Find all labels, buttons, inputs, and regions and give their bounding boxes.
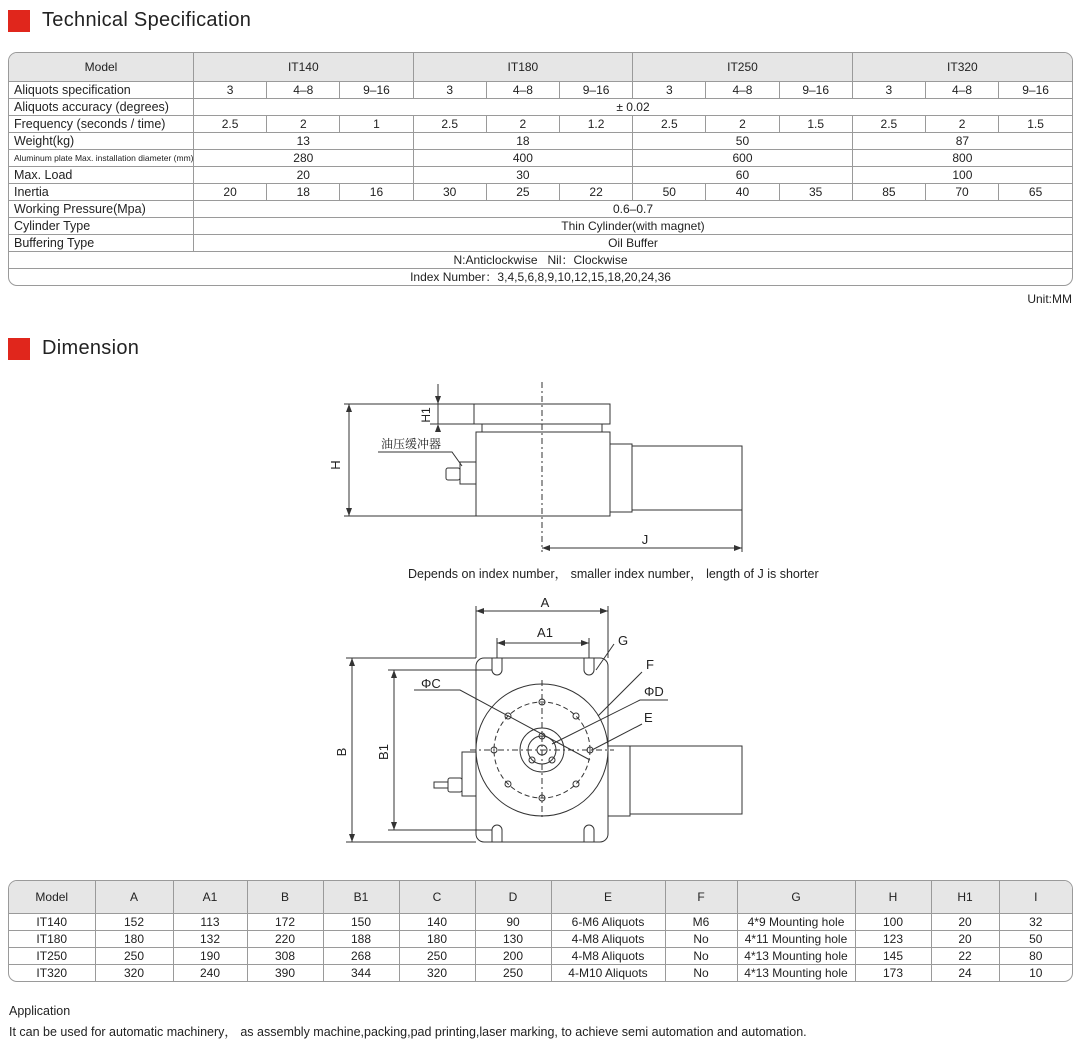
side-cylinder-body — [632, 446, 742, 510]
spec-cell: 1.2 — [559, 116, 632, 133]
arrow-icon — [346, 508, 352, 516]
spec-cell: 85 — [852, 184, 925, 201]
dim-cell: 180 — [95, 931, 173, 948]
label-b1: B1 — [376, 744, 391, 760]
dim-header-row — [9, 881, 1072, 914]
dim-cell: IT250 — [9, 948, 95, 965]
table-row — [9, 931, 1072, 948]
dim-cell: 172 — [247, 914, 323, 931]
dim-header: C — [399, 881, 475, 914]
label-f: F — [646, 657, 654, 672]
dim-cell: 268 — [323, 948, 399, 965]
dim-cell: 4*13 Mounting hole — [737, 965, 855, 982]
spec-cell: 2 — [486, 116, 559, 133]
dim-cell: 250 — [399, 948, 475, 965]
mount-slot — [492, 658, 502, 675]
spec-cell: 9–16 — [779, 82, 852, 99]
arrow-icon — [497, 640, 505, 646]
spec-cell: 60 — [633, 167, 853, 184]
dim-cell: 90 — [475, 914, 551, 931]
dim-cell: 180 — [399, 931, 475, 948]
dim-cell: 4-M8 Aliquots — [551, 931, 665, 948]
mount-slot — [584, 658, 594, 675]
spec-cell: 22 — [559, 184, 632, 201]
spec-cell: 600 — [633, 150, 853, 167]
spec-cell: 30 — [413, 167, 633, 184]
spec-cell: 4–8 — [925, 82, 998, 99]
spec-label: Aliquots specification — [9, 82, 194, 99]
arrow-icon — [349, 834, 355, 842]
dim-header: H — [855, 881, 931, 914]
dim-cell: 4*13 Mounting hole — [737, 948, 855, 965]
dim-header: E — [551, 881, 665, 914]
label-a: A — [540, 595, 550, 610]
spec-cell: 3 — [194, 82, 267, 99]
dim-header: I — [999, 881, 1072, 914]
spec-cell: 800 — [852, 150, 1072, 167]
dim-cell: 100 — [855, 914, 931, 931]
top-cylinder-flange — [608, 746, 630, 816]
spec-label: Cylinder Type — [9, 218, 194, 235]
dim-cell: 173 — [855, 965, 931, 982]
spec-cell: 35 — [779, 184, 852, 201]
dim-cell: No — [665, 931, 737, 948]
arrow-icon — [734, 545, 742, 551]
dim-cell: 250 — [95, 948, 173, 965]
top-view-drawing — [346, 606, 742, 842]
spec-label: Frequency (seconds / time) — [9, 116, 194, 133]
dim-cell: 152 — [95, 914, 173, 931]
spec-label: Buffering Type — [9, 235, 194, 252]
arrow-icon — [600, 608, 608, 614]
f-leader — [598, 672, 642, 716]
table-row — [9, 914, 1072, 931]
spec-cell: 2 — [267, 116, 340, 133]
dim-cell: M6 — [665, 914, 737, 931]
label-e: E — [644, 710, 653, 725]
spec-cell: 40 — [706, 184, 779, 201]
spec-cell: 30 — [413, 184, 486, 201]
dim-cell: 220 — [247, 931, 323, 948]
dim-header: B1 — [323, 881, 399, 914]
spec-header-model: Model — [9, 53, 194, 82]
spec-cell: 400 — [413, 150, 633, 167]
spec-cell: 0.6–0.7 — [194, 201, 1073, 218]
spec-label: Aluminum plate Max. installation diameter (mm) — [9, 150, 194, 167]
dim-cell: 145 — [855, 948, 931, 965]
dim-cell: 123 — [855, 931, 931, 948]
side-cylinder-flange — [610, 444, 632, 512]
label-j: J — [641, 532, 649, 547]
side-buffer-tip — [446, 468, 460, 480]
arrow-icon — [435, 424, 441, 432]
spec-cell: 4–8 — [706, 82, 779, 99]
arrow-icon — [435, 396, 441, 404]
arrow-icon — [346, 404, 352, 412]
side-arrows — [346, 396, 742, 551]
spec-cell: 4–8 — [486, 82, 559, 99]
spec-cell: 3 — [633, 82, 706, 99]
spec-cell: 50 — [633, 133, 853, 150]
spec-header-it320: IT320 — [852, 53, 1072, 82]
bolt-hole — [573, 781, 579, 787]
application-title: Application — [9, 1004, 71, 1018]
arrow-icon — [391, 822, 397, 830]
arrow-icon — [581, 640, 589, 646]
spec-cell: 87 — [852, 133, 1072, 150]
table-row — [9, 965, 1072, 982]
spec-cell: ± 0.02 — [194, 99, 1073, 116]
spec-label: Working Pressure(Mpa) — [9, 201, 194, 218]
dim-cell: 32 — [999, 914, 1072, 931]
spec-label: Aliquots accuracy (degrees) — [9, 99, 194, 116]
spec-cell: 2.5 — [194, 116, 267, 133]
label-h: H — [328, 460, 343, 470]
label-a1: A1 — [537, 625, 553, 640]
spec-label: Max. Load — [9, 167, 194, 184]
dim-cell: 140 — [399, 914, 475, 931]
dim-cell: 130 — [475, 931, 551, 948]
dim-cell: 20 — [931, 931, 999, 948]
dim-cell: 4-M10 Aliquots — [551, 965, 665, 982]
spec-cell: 2.5 — [852, 116, 925, 133]
dim-cell: 20 — [931, 914, 999, 931]
label-h1: H1 — [419, 407, 433, 423]
dim-cell: 308 — [247, 948, 323, 965]
top-buffer-body — [462, 752, 476, 796]
spec-direction: N:Anticlockwise Nil：Clockwise — [9, 252, 1072, 269]
dim-cell: 200 — [475, 948, 551, 965]
spec-cell: 9–16 — [559, 82, 632, 99]
top-buffer-rod — [434, 782, 448, 788]
dim-cell: No — [665, 965, 737, 982]
dim-cell: 113 — [173, 914, 247, 931]
dim-cell: IT180 — [9, 931, 95, 948]
spec-cell: 2 — [706, 116, 779, 133]
spec-header-it250: IT250 — [633, 53, 853, 82]
dim-cell: 22 — [931, 948, 999, 965]
unit-label: Unit:MM — [1027, 292, 1072, 306]
spec-header-it180: IT180 — [413, 53, 633, 82]
spec-label: Inertia — [9, 184, 194, 201]
spec-cell: 50 — [633, 184, 706, 201]
dim-table-frame — [8, 880, 1073, 982]
dim-cell: 50 — [999, 931, 1072, 948]
g-leader — [596, 644, 614, 670]
buffer-leader — [378, 452, 462, 466]
arrow-icon — [349, 658, 355, 666]
spec-cell: 20 — [194, 184, 267, 201]
dim-cell: 320 — [95, 965, 173, 982]
spec-cell: Thin Cylinder(with magnet) — [194, 218, 1073, 235]
spec-cell: 2.5 — [633, 116, 706, 133]
arrow-icon — [391, 670, 397, 678]
arrow-icon — [476, 608, 484, 614]
dim-cell: 344 — [323, 965, 399, 982]
mount-slot — [584, 825, 594, 842]
dim-cell: No — [665, 948, 737, 965]
dimension-title: Dimension — [42, 337, 140, 359]
spec-cell: 1 — [340, 116, 413, 133]
label-g: G — [618, 633, 629, 648]
dim-cell: 188 — [323, 931, 399, 948]
dim-cell: 150 — [323, 914, 399, 931]
spec-cell: 3 — [852, 82, 925, 99]
spec-cell: 65 — [999, 184, 1072, 201]
label-oil-buffer: 油压缓冲器 — [381, 437, 442, 451]
side-view-drawing — [344, 382, 742, 552]
spec-cell: 1.5 — [779, 116, 852, 133]
arrow-icon — [542, 545, 550, 551]
dim-header: B — [247, 881, 323, 914]
table-row — [9, 948, 1072, 965]
spec-cell: 20 — [194, 167, 414, 184]
dim-header: F — [665, 881, 737, 914]
dim-cell: 4*11 Mounting hole — [737, 931, 855, 948]
dim-cell: 240 — [173, 965, 247, 982]
spec-cell: 2 — [925, 116, 998, 133]
top-buffer-tip — [448, 778, 462, 792]
spec-cell: 25 — [486, 184, 559, 201]
spec-cell: 9–16 — [340, 82, 413, 99]
spec-cell: 2.5 — [413, 116, 486, 133]
spec-cell: 18 — [267, 184, 340, 201]
dim-cell: IT320 — [9, 965, 95, 982]
spec-header-it140: IT140 — [194, 53, 414, 82]
spec-label: Weight(kg) — [9, 133, 194, 150]
dim-header: A — [95, 881, 173, 914]
dim-cell: 250 — [475, 965, 551, 982]
dim-cell: 132 — [173, 931, 247, 948]
dim-header: G — [737, 881, 855, 914]
label-c: ΦC — [421, 676, 441, 691]
bolt-hole — [573, 713, 579, 719]
spec-cell: 1.5 — [999, 116, 1072, 133]
dim-cell: 80 — [999, 948, 1072, 965]
dim-header: Model — [9, 881, 95, 914]
dim-cell: 6-M6 Aliquots — [551, 914, 665, 931]
spec-title: Technical Specification — [42, 9, 252, 31]
label-d: ΦD — [644, 684, 664, 699]
dim-cell: 320 — [399, 965, 475, 982]
application-text: It can be used for automatic machinery， as assembly machine,packing,pad printing,laser marking, to achieve semi automation and automation. — [9, 1025, 807, 1039]
spec-cell: 9–16 — [999, 82, 1072, 99]
spec-cell: 100 — [852, 167, 1072, 184]
side-buffer-body — [460, 462, 476, 484]
spec-cell: 3 — [413, 82, 486, 99]
dim-cell: 4-M8 Aliquots — [551, 948, 665, 965]
mount-slot — [492, 825, 502, 842]
dim-header: D — [475, 881, 551, 914]
spec-index-number: Index Number：3,4,5,6,8,9,10,12,15,18,20,24,36 — [9, 269, 1072, 286]
spec-cell: 16 — [340, 184, 413, 201]
top-cylinder-body — [630, 746, 742, 814]
side-body — [476, 432, 610, 516]
dim-header: A1 — [173, 881, 247, 914]
dim-cell: IT140 — [9, 914, 95, 931]
dim-cell: 24 — [931, 965, 999, 982]
side-view-note: Depends on index number， smaller index number， length of J is shorter — [408, 567, 819, 581]
spec-cell: Oil Buffer — [194, 235, 1073, 252]
dim-cell: 10 — [999, 965, 1072, 982]
spec-cell: 280 — [194, 150, 414, 167]
dim-table — [9, 881, 1072, 981]
spec-cell: 4–8 — [267, 82, 340, 99]
spec-cell: 13 — [194, 133, 414, 150]
spec-cell: 18 — [413, 133, 633, 150]
dim-cell: 4*9 Mounting hole — [737, 914, 855, 931]
dim-cell: 390 — [247, 965, 323, 982]
label-b: B — [334, 747, 349, 757]
spec-cell: 70 — [925, 184, 998, 201]
dim-cell: 190 — [173, 948, 247, 965]
dim-header: H1 — [931, 881, 999, 914]
